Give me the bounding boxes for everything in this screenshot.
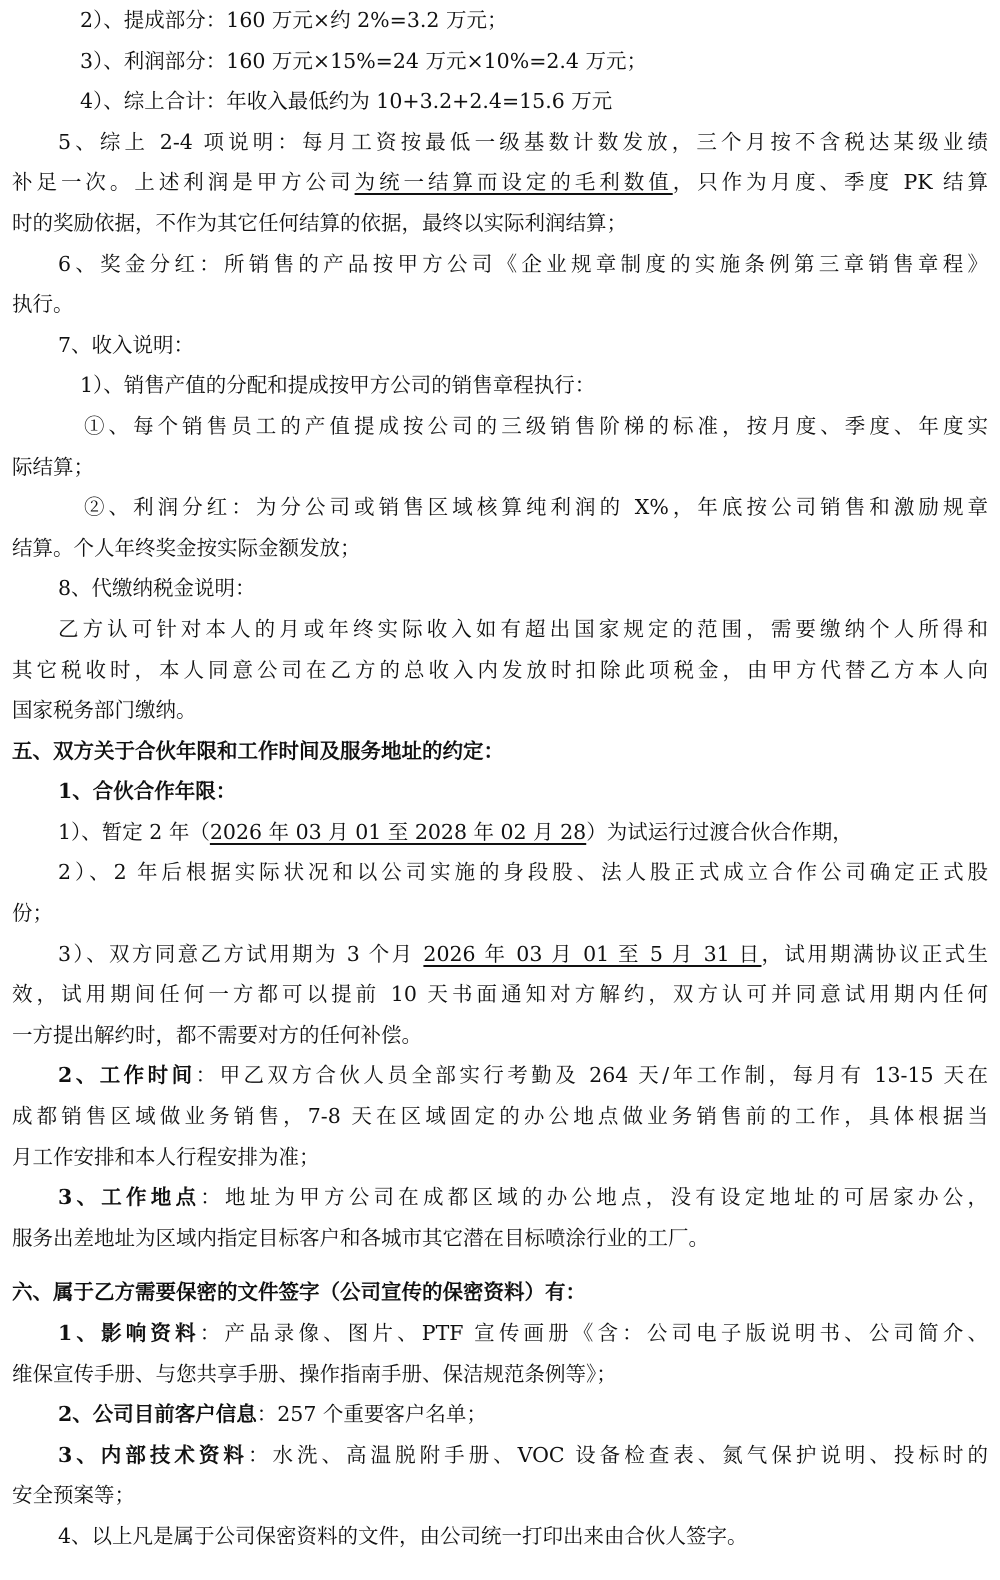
paragraph-line xyxy=(12,1435,988,1476)
text-span: 1）、暂定 2 年（ xyxy=(58,819,210,844)
paragraph-line: 成都销售区域做业务销售，7-8 天在区域固定的办公地点做业务销售前的工作，具体根据当 xyxy=(12,1104,988,1129)
paragraph-line: 份； xyxy=(12,901,53,926)
paragraph-line: ①、每个销售员工的产值提成按公司的三级销售阶梯的标准，按月度、季度、年度实 xyxy=(84,413,988,438)
paragraph-line: 执行。 xyxy=(12,292,74,317)
text-span: ：水洗、高温脱附手册、VOC 设备检查表、氮气保护说明、投标时的 xyxy=(247,1442,988,1467)
section-heading: 1、合伙合作年限： xyxy=(58,779,237,804)
paragraph-line xyxy=(12,1394,988,1435)
bold-label: 2、工作时间 xyxy=(58,1063,196,1088)
paragraph-line xyxy=(12,1313,988,1354)
paragraph-line: 乙方认可针对本人的月或年终实际收入如有超出国家规定的范围，需要缴纳个人所得和 xyxy=(58,616,988,641)
paragraph-line xyxy=(12,1055,988,1096)
paragraph-line xyxy=(12,934,988,975)
paragraph-line: 4、以上凡是属于公司保密资料的文件，由公司统一打印出来由合伙人签字。 xyxy=(58,1523,748,1548)
text-span: ：257 个重要客户名单； xyxy=(256,1402,487,1427)
bold-label: 3、工作地点 xyxy=(58,1185,201,1210)
spacer xyxy=(12,1258,988,1272)
paragraph-line: 效，试用期间任何一方都可以提前 10 天书面通知对方解约，双方认可并同意试用期内任何 xyxy=(12,982,988,1007)
paragraph-line: 5、综上 2-4 项说明：每月工资按最低一级基数计数发放，三个月按不含税达某级业绩 xyxy=(58,129,988,154)
section-heading: 8、代缴纳税金说明： xyxy=(58,576,256,601)
underlined-text: 2026 年 03 月 01 至 5 月 31 日 xyxy=(423,941,762,966)
paragraph-line: 一方提出解约时，都不需要对方的任何补偿。 xyxy=(12,1022,422,1047)
paragraph-line: 时的奖励依据，不作为其它任何结算的依据，最终以实际利润结算； xyxy=(12,210,627,235)
paragraph-line: 维保宣传手册、与您共享手册、操作指南手册、保洁规范条例等》； xyxy=(12,1361,617,1386)
paragraph-line xyxy=(12,1177,988,1218)
text-span: ：产品录像、图片、PTF 宣传画册《含：公司电子版说明书、公司简介、 xyxy=(199,1321,988,1345)
paragraph-line: 其它税收时，本人同意公司在乙方的总收入内发放时扣除此项税金，由甲方代替乙方本人向 xyxy=(12,657,988,682)
text-span: 3）、双方同意乙方试用期为 3 个月 xyxy=(58,941,424,966)
paragraph-line xyxy=(12,812,988,853)
chapter-heading: 六、属于乙方需要保密的文件签字（公司宣传的保密资料）有： xyxy=(12,1280,586,1305)
text-span: ：甲乙双方合伙人员全部实行考勤及 264 天/年工作制，每月有 13-15 天在 xyxy=(195,1063,988,1088)
paragraph-line: 国家税务部门缴纳。 xyxy=(12,698,197,723)
underlined-text: 2026 年 03 月 01 至 2028 年 02 月 28 xyxy=(209,819,587,844)
paragraph-line: ②、利润分红：为分公司或销售区域核算纯利润的 X%，年底按公司销售和激励规章 xyxy=(84,495,988,520)
text-span: ，试用期满协议正式生 xyxy=(761,941,988,966)
paragraph-line: 2）、提成部分：160 万元×约 2%=3.2 万元； xyxy=(80,8,508,32)
paragraph-line: 3）、利润部分：160 万元×15%=24 万元×10%=2.4 万元； xyxy=(80,48,647,73)
paragraph-line: 6、奖金分红：所销售的产品按甲方公司《企业规章制度的实施条例第三章销售章程》 xyxy=(58,251,988,276)
paragraph-line: 2）、2 年后根据实际状况和以公司实施的身段股、法人股正式成立合作公司确定正式股 xyxy=(58,860,988,885)
paragraph-line xyxy=(12,162,988,203)
section-heading: 7、收入说明： xyxy=(58,332,195,357)
paragraph-line: 际结算； xyxy=(12,454,94,479)
text-span: 补足一次。上述利润是甲方公司 xyxy=(12,170,355,195)
bold-label: 3、内部技术资料 xyxy=(58,1442,248,1467)
underlined-text: 为统一结算而设定的毛利数值 xyxy=(354,170,673,195)
paragraph-line: 4）、综上合计：年收入最低约为 10+3.2+2.4=15.6 万元 xyxy=(80,89,613,114)
text-span: ：地址为甲方公司在成都区域的办公地点，没有设定地址的可居家办公， xyxy=(200,1185,988,1210)
bold-label: 1、影响资料 xyxy=(58,1321,200,1345)
bold-label: 2、公司目前客户信息 xyxy=(58,1402,257,1427)
text-span: ）为试运行过渡合伙合作期， xyxy=(586,819,853,844)
paragraph-line: 结算。个人年终奖金按实际金额发放； xyxy=(12,535,361,560)
paragraph-line: 1）、销售产值的分配和提成按甲方公司的销售章程执行： xyxy=(80,373,596,398)
paragraph-line: 月工作安排和本人行程安排为准； xyxy=(12,1144,320,1169)
paragraph-line: 服务出差地址为区域内指定目标客户和各城市其它潜在目标喷涂行业的工厂。 xyxy=(12,1225,709,1250)
text-span: ，只作为月度、季度 PK 结算 xyxy=(672,170,988,195)
chapter-heading: 五、双方关于合伙年限和工作时间及服务地址的约定： xyxy=(12,738,504,763)
paragraph-line: 安全预案等； xyxy=(12,1483,135,1508)
